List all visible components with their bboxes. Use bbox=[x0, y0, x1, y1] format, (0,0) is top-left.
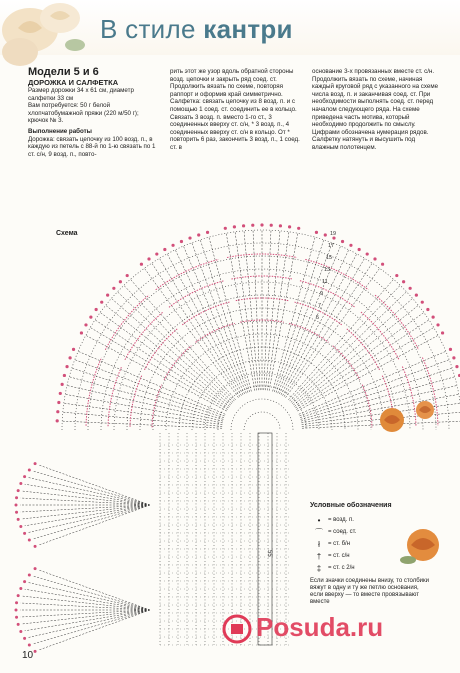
scheme-tip bbox=[23, 637, 26, 640]
scheme-spoke bbox=[111, 298, 231, 403]
scheme-tip bbox=[15, 616, 18, 619]
scheme-tip bbox=[436, 323, 439, 326]
scheme-spoke bbox=[209, 237, 251, 391]
legend-note: Если значки соединены внизу, то столбики вяжут в одну и ту же петлю основания, если вверху — то вместе провязывают вместе bbox=[310, 578, 430, 605]
models-heading: Модели 5 и 6 bbox=[28, 66, 99, 78]
scheme-spoke bbox=[28, 478, 150, 505]
column-1 bbox=[28, 66, 160, 158]
scheme-tip bbox=[421, 301, 424, 304]
scheme-tip bbox=[17, 489, 20, 492]
scheme-row-arc bbox=[218, 386, 306, 430]
scheme-tip bbox=[56, 419, 59, 422]
column-2 bbox=[170, 68, 305, 152]
scheme-tip bbox=[188, 236, 191, 239]
scheme-tip bbox=[180, 240, 183, 243]
scheme-tip bbox=[315, 231, 318, 234]
scheme-tip bbox=[242, 224, 245, 227]
scheme-tip bbox=[381, 263, 384, 266]
scheme-tip bbox=[15, 504, 18, 507]
scheme-tip bbox=[34, 650, 37, 653]
work-heading: Выполнение работы bbox=[28, 127, 92, 135]
scheme-spoke bbox=[284, 263, 372, 396]
scheme-tip bbox=[19, 525, 22, 528]
scheme-spoke bbox=[25, 505, 150, 526]
scheme-tip bbox=[366, 252, 369, 255]
scheme-shell bbox=[125, 312, 163, 360]
scheme-tip bbox=[72, 348, 75, 351]
scheme-tip bbox=[395, 274, 398, 277]
scheme-spoke bbox=[267, 232, 289, 391]
scheme-spoke bbox=[200, 240, 249, 392]
scheme-tip bbox=[17, 518, 20, 521]
scheme-tip bbox=[341, 240, 344, 243]
column-3 bbox=[312, 68, 440, 152]
scheme-tip bbox=[409, 287, 412, 290]
scheme-tip bbox=[112, 287, 115, 290]
scheme-spoke bbox=[183, 246, 246, 393]
scheme-label: Схема bbox=[56, 230, 78, 237]
page-title: В стиле кантри bbox=[100, 14, 293, 44]
scheme-spoke bbox=[22, 491, 150, 505]
scheme-row-arc bbox=[231, 399, 293, 430]
scheme-tip bbox=[57, 401, 60, 404]
scheme-spoke bbox=[21, 498, 150, 505]
rose-icon bbox=[410, 395, 440, 425]
scheme-tip bbox=[402, 280, 405, 283]
scheme-spoke bbox=[269, 233, 298, 390]
scheme-tip bbox=[28, 574, 31, 577]
scheme-shell bbox=[169, 281, 224, 308]
scheme-tip bbox=[426, 308, 429, 311]
scheme-tip bbox=[260, 223, 263, 226]
legend-row: † = ст. с/н bbox=[310, 550, 430, 562]
scheme-tip bbox=[23, 580, 26, 583]
scheme-spoke bbox=[28, 505, 150, 532]
page-number: 10 bbox=[22, 650, 34, 661]
row-number: 17 bbox=[328, 243, 335, 249]
scheme-tip bbox=[270, 224, 273, 227]
row-number: 11 bbox=[322, 279, 328, 285]
runner-text-cont: рить этот же узор вдоль обратной стороны возд. цепочки и закрыть ряд соед. ст. Продолжить вязать по схеме, повторяя раппорт и оформив край симметрично. bbox=[170, 68, 294, 98]
legend-row: ‡ = ст. с 2/н bbox=[310, 562, 430, 574]
scheme-tip bbox=[84, 323, 87, 326]
rose-icon bbox=[398, 520, 448, 570]
article-subtitle: ДОРОЖКА И САЛФЕТКА bbox=[28, 78, 119, 87]
scheme-tip bbox=[19, 482, 22, 485]
row-number: 7 bbox=[318, 303, 322, 309]
scheme-tip bbox=[63, 374, 66, 377]
scheme-tip bbox=[61, 383, 64, 386]
scheme-spoke bbox=[33, 471, 150, 505]
legend-row: ⌒ = соед. ст. bbox=[310, 526, 430, 538]
materials-text: Вам потребуется: 50 г белой хлопчатобумажной пряжи (220 м/50 г); крючок № 3. bbox=[28, 102, 139, 125]
scheme-tip bbox=[163, 248, 166, 251]
single-crochet-icon: ł bbox=[318, 539, 320, 549]
scheme-spoke bbox=[22, 505, 150, 519]
scheme-tip bbox=[106, 294, 109, 297]
scheme-tip bbox=[28, 643, 31, 646]
scheme-spoke bbox=[33, 505, 150, 539]
slip-stitch-icon: ⌒ bbox=[315, 527, 323, 537]
scheme-spoke bbox=[25, 484, 150, 505]
size-text: Размер дорожки 34 х 61 см, диаметр салфетки 33 см bbox=[28, 87, 134, 102]
row-number: 9 bbox=[320, 291, 324, 297]
rose-icon bbox=[372, 400, 412, 440]
row-number: 5 bbox=[316, 315, 320, 321]
scheme-spoke bbox=[69, 377, 223, 420]
scheme-spoke bbox=[72, 368, 224, 417]
scheme-tip bbox=[206, 231, 209, 234]
scheme-tip bbox=[28, 469, 31, 472]
scheme-tip bbox=[65, 365, 68, 368]
chain-icon: • bbox=[317, 515, 321, 525]
scheme-tip bbox=[56, 410, 59, 413]
scheme-tip bbox=[23, 532, 26, 535]
roses-illustration bbox=[0, 0, 95, 70]
scheme-shell bbox=[361, 312, 399, 360]
legend-row: • = возд. п. bbox=[310, 514, 430, 526]
scheme-tip bbox=[288, 225, 291, 228]
watermark-logo-icon bbox=[222, 614, 252, 644]
scheme-spoke bbox=[295, 320, 429, 408]
legend-row: ł = ст. б/н bbox=[310, 538, 430, 550]
scheme-tip bbox=[80, 331, 83, 334]
scheme-spoke bbox=[286, 268, 380, 397]
scheme-tip bbox=[23, 475, 26, 478]
scheme-spoke bbox=[33, 610, 150, 644]
scheme-tip bbox=[197, 233, 200, 236]
scheme-tip bbox=[126, 274, 129, 277]
scheme-tip bbox=[95, 308, 98, 311]
scheme-tip bbox=[432, 316, 435, 319]
scheme-tip bbox=[324, 233, 327, 236]
doily-text: Салфетка: связать цепочку из 8 возд. п. и с помощью 1 соед. ст. соединить ее в кольцо. Связать 3 возд. п. вместо 1-го ст., 3 соединенных вверху ст. с/н, * 3 возд. п., 4 соединенных вверху ст. с/н в кольцо. От * повторить 6 раз, закончить 3 возд. п., 1 соед. ст. в bbox=[170, 98, 300, 151]
treble-crochet-icon: ‡ bbox=[316, 563, 322, 573]
legend-title: Условные обозначения bbox=[310, 502, 392, 509]
scheme-spoke bbox=[21, 603, 150, 610]
scheme-tip bbox=[415, 294, 418, 297]
doily-text-cont: основание 3-х провязанных вместе ст. с/н. Продолжить вязать по схеме, начиная каждый круговой ряд с указанного на схеме числа возд. п. и заканчивая соед. ст. При необходимости выполнять соед. ст. перед началом следующего ряда. На схеме приведена часть мотива, который необходимо продолжить по смыслу. Цифрами обозначена нумерация рядов. Салфетку натянуть и высушить под влажным полотенцем. bbox=[312, 68, 439, 151]
scheme-tip bbox=[140, 263, 143, 266]
scheme-spoke bbox=[21, 505, 150, 512]
scheme-tip bbox=[59, 392, 62, 395]
scheme-tip bbox=[34, 567, 37, 570]
scheme-tip bbox=[449, 348, 452, 351]
scheme-spoke bbox=[25, 589, 150, 610]
scheme-tip bbox=[171, 244, 174, 247]
scheme-tip bbox=[441, 331, 444, 334]
scheme-tip bbox=[279, 224, 282, 227]
row-number: 13 bbox=[324, 267, 331, 273]
scheme-spoke bbox=[124, 285, 235, 401]
scheme-spoke bbox=[117, 292, 233, 403]
watermark: Posuda.ru bbox=[256, 612, 384, 642]
scheme-tip bbox=[15, 609, 18, 612]
scheme-tip bbox=[455, 365, 458, 368]
scheme-marker: 55 bbox=[266, 550, 272, 557]
scheme-spoke bbox=[33, 576, 150, 610]
scheme-tip bbox=[15, 496, 18, 499]
scheme-spoke bbox=[28, 583, 150, 610]
scheme-tip bbox=[100, 301, 103, 304]
scheme-spoke bbox=[28, 610, 150, 637]
double-crochet-icon: † bbox=[316, 551, 322, 561]
scheme-spoke bbox=[21, 610, 150, 617]
scheme-row-arc bbox=[244, 412, 280, 430]
scheme-spoke bbox=[294, 312, 423, 406]
scheme-tip bbox=[34, 545, 37, 548]
row-number: 15 bbox=[326, 255, 333, 261]
scheme-tip bbox=[28, 538, 31, 541]
runner-text: Дорожка: связать цепочку из 100 возд. п., в каждую из петель с 88-й по 1-ю связать по 1 ст. с/н, 9 возд. п., повто- bbox=[28, 135, 156, 158]
scheme-spoke bbox=[25, 610, 150, 631]
scheme-tip bbox=[119, 280, 122, 283]
scheme-tip bbox=[17, 594, 20, 597]
scheme-spoke bbox=[22, 596, 150, 610]
scheme-tip bbox=[89, 316, 92, 319]
scheme-tip bbox=[233, 225, 236, 228]
scheme-tip bbox=[373, 257, 376, 260]
scheme-tip bbox=[358, 248, 361, 251]
scheme-tip bbox=[155, 252, 158, 255]
scheme-tip bbox=[452, 356, 455, 359]
scheme-tip bbox=[349, 244, 352, 247]
scheme-tip bbox=[68, 356, 71, 359]
scheme-tip bbox=[19, 587, 22, 590]
scheme-tip bbox=[19, 630, 22, 633]
scheme-tip bbox=[251, 224, 254, 227]
scheme-tip bbox=[34, 462, 37, 465]
scheme-spoke bbox=[22, 610, 150, 624]
scheme-tip bbox=[147, 257, 150, 260]
scheme-tip bbox=[15, 601, 18, 604]
scheme-tip bbox=[15, 511, 18, 514]
scheme-tip bbox=[224, 227, 227, 230]
scheme-tip bbox=[297, 227, 300, 230]
scheme-tip bbox=[17, 623, 20, 626]
row-number: 19 bbox=[330, 231, 337, 237]
